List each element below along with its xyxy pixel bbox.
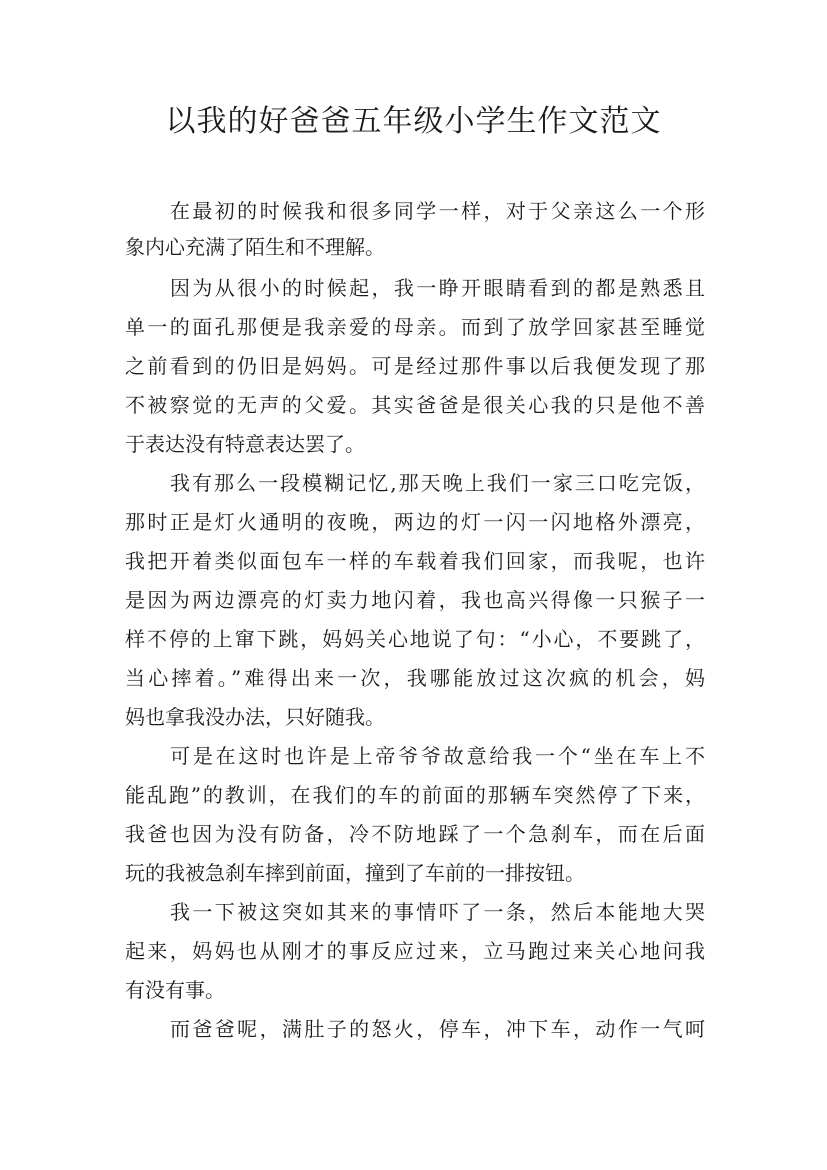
- text-line: 妈也拿我没办法，只好随我。: [125, 705, 385, 729]
- text-line: 有没有事。: [125, 978, 225, 1002]
- text-line: 玩的我被急刹车摔到前面，撞到了车前的一排按钮。: [125, 861, 585, 885]
- text-line: 之前看到的仍旧是妈妈。可是经过那件事以后我便发现了那: [125, 354, 705, 378]
- text-line: 是因为两边漂亮的灯卖力地闪着，我也高兴得像一只猴子一: [125, 588, 705, 612]
- text-line: 在最初的时候我和很多同学一样，对于父亲这么一个形: [170, 199, 705, 223]
- text-line: 那时正是灯火通明的夜晚，两边的灯一闪一闪地格外漂亮，: [125, 510, 705, 534]
- text-line: 可是在这时也许是上帝爷爷故意给我一个“坐在车上不: [170, 744, 705, 768]
- text-line: 不被察觉的无声的父爱。其实爸爸是很关心我的只是他不善: [125, 393, 705, 417]
- text-line: 我有那么一段模糊记忆,那天晚上我们一家三口吃完饭，: [170, 471, 705, 495]
- text-line: 我一下被这突如其来的事情吓了一条，然后本能地大哭: [170, 900, 705, 924]
- text-line: 能乱跑”的教训，在我们的车的前面的那辆车突然停了下来，: [125, 783, 705, 807]
- document-title: 以我的好爸爸五年级小学生作文范文: [165, 104, 662, 139]
- text-line: 样不停的上窜下跳，妈妈关心地说了句：“小心，不要跳了，: [125, 627, 705, 651]
- text-line: 我爸也因为没有防备，冷不防地踩了一个急刹车，而在后面: [125, 822, 705, 846]
- text-line: 单一的面孔那便是我亲爱的母亲。而到了放学回家甚至睡觉: [125, 315, 705, 339]
- text-line: 象内心充满了陌生和不理解。: [125, 235, 385, 259]
- text-line: 当心摔着。”难得出来一次，我哪能放过这次疯的机会，妈: [125, 666, 705, 690]
- text-line: 我把开着类似面包车一样的车载着我们回家，而我呢，也许: [125, 549, 705, 573]
- text-line: 因为从很小的时候起，我一睁开眼睛看到的都是熟悉且: [170, 276, 705, 300]
- text-line: 于表达没有特意表达罢了。: [125, 432, 365, 456]
- text-line: 而爸爸呢，满肚子的怒火，停车，冲下车，动作一气呵: [170, 1017, 705, 1041]
- text-line: 起来，妈妈也从刚才的事反应过来，立马跑过来关心地问我: [125, 939, 705, 963]
